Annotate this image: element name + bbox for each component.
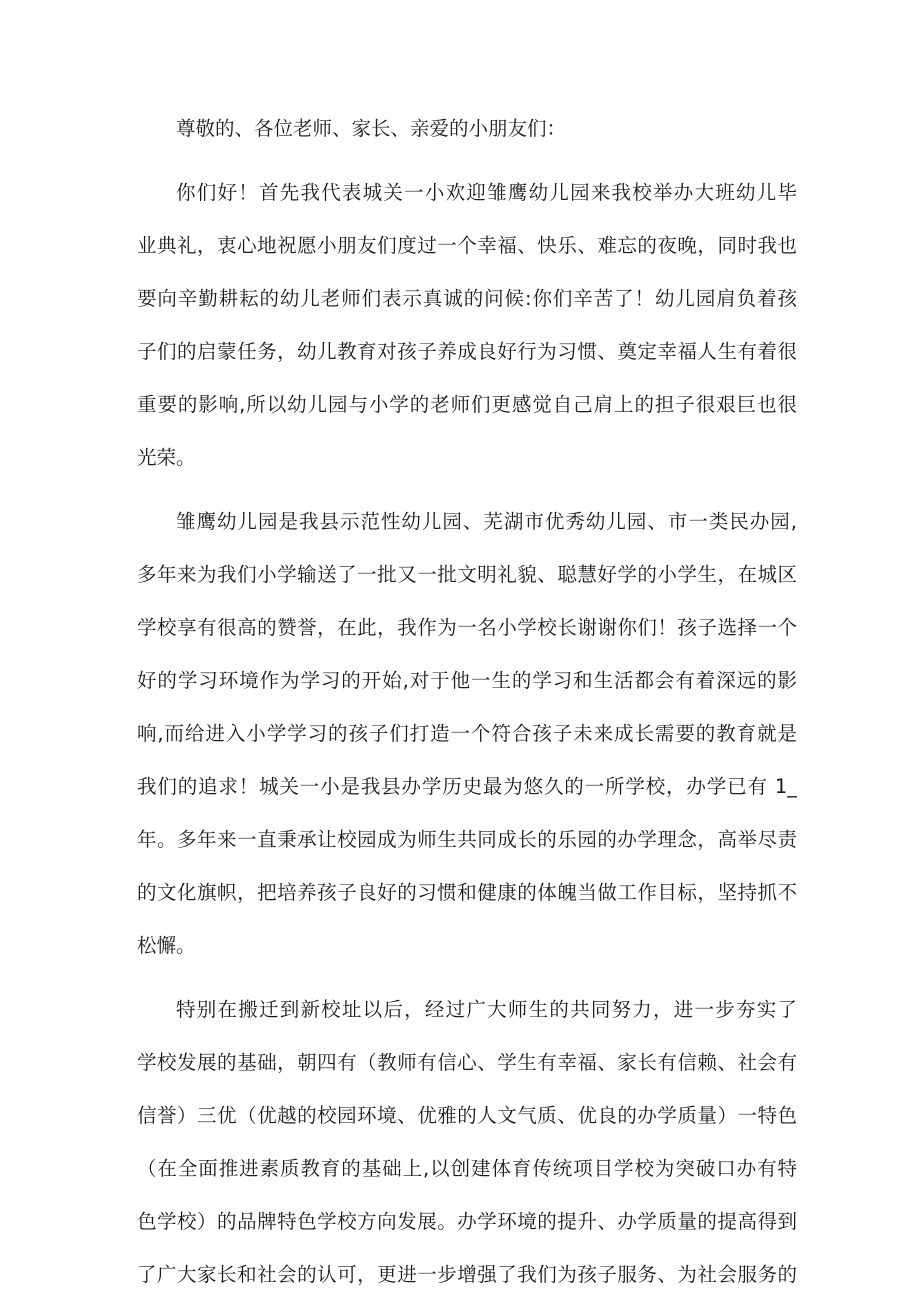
paragraph-line: （在全面推进素质教育的基础上,以创建体育传统项目学校为突破口办有特 <box>137 1157 797 1180</box>
paragraph-line: 雏鹰幼儿园是我县示范性幼儿园、芜湖市优秀幼儿园、市一类民办园, <box>176 510 797 533</box>
paragraph-line: 我们的追求！城关一小是我县办学历史最为悠久的一所学校，办学已有 1_ <box>137 775 797 798</box>
paragraph-line: 信誉）三优（优越的校园环境、优雅的人文气质、优良的办学质量）一特色 <box>137 1104 797 1127</box>
paragraph-line: 年。多年来一直秉承让校园成为师生共同成长的乐园的办学理念，高举尽责 <box>137 828 797 851</box>
paragraph-line: 重要的影响,所以幼儿园与小学的老师们更感觉自己肩上的担子很艰巨也很 <box>137 393 797 416</box>
paragraph-line: 特别在搬迁到新校址以后，经过广大师生的共同努力，进一步夯实了 <box>176 998 797 1021</box>
paragraph-line: 要向辛勤耕耘的幼儿老师们表示真诚的问候:你们辛苦了！幼儿园肩负着孩 <box>137 287 797 310</box>
paragraph-line: 了广大家长和社会的认可，更进一步增强了我们为孩子服务、为社会服务的 <box>137 1263 797 1286</box>
paragraph-gap <box>137 972 797 983</box>
paragraph-line: 的文化旗帜，把培养孩子良好的习惯和健康的体魄当做工作目标，坚持抓不 <box>137 881 797 904</box>
paragraph-gap <box>137 484 797 495</box>
paragraph-line: 色学校）的品牌特色学校方向发展。办学环境的提升、办学质量的提高得到 <box>137 1210 797 1233</box>
paragraph-line: 学校享有很高的赞誉，在此，我作为一名小学校长谢谢你们！孩子选择一个 <box>137 616 797 639</box>
paragraph-line: 你们好！首先我代表城关一小欢迎雏鹰幼儿园来我校举办大班幼儿毕 <box>176 181 797 204</box>
paragraph-line: 学校发展的基础，朝四有（教师有信心、学生有幸福、家长有信赖、社会有 <box>137 1051 797 1074</box>
paragraph-line: 多年来为我们小学输送了一批又一批文明礼貌、聪慧好学的小学生，在城区 <box>137 563 797 586</box>
paragraph-line: 光荣。 <box>137 446 196 469</box>
paragraph-line: 响,而给进入小学学习的孩子们打造一个符合孩子未来成长需要的教育就是 <box>137 722 797 745</box>
paragraph-line: 好的学习环境作为学习的开始,对于他一生的学习和生活都会有着深远的影 <box>137 669 797 692</box>
greeting-line: 尊敬的、各位老师、家长、亲爱的小朋友们： <box>176 117 567 140</box>
document-body <box>137 102 797 1301</box>
paragraph-line: 子们的启蒙任务，幼儿教育对孩子养成良好行为习惯、奠定幸福人生有着很 <box>137 340 797 363</box>
paragraph-line: 松懈。 <box>137 934 196 957</box>
paragraph-gap <box>137 155 797 166</box>
paragraph-line: 业典礼，衷心地祝愿小朋友们度过一个幸福、快乐、难忘的夜晚，同时我也 <box>137 234 797 257</box>
